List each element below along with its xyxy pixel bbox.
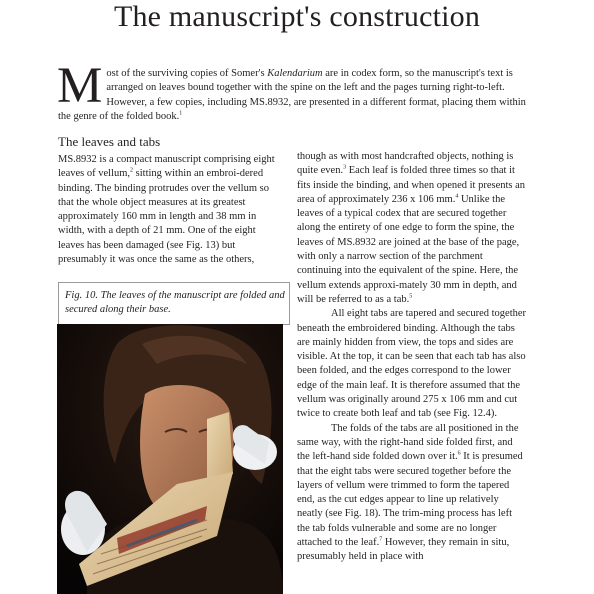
photo-illustration [57,324,283,594]
right-p3-text-b: It is presumed that the eight tabs were secured together before the layers of vellum were trimmed to form the tapered end, as the cut edges appear to line up relatively neatly (see Fig. 18). The trim-ming process has left the tab folds vulnerable and some are no longer attached to the leaf. [297,451,523,549]
intro-text-2: are in codex form, so the manuscript's text is arranged on leaves bound together with the spine on the left and the pages turning right-to-left. However, a few copies, including MS.8932, are presented in a different format, placing them within the genre of the folded book. [58,68,526,122]
intro-paragraph [57,58,536,124]
section-heading: The leaves and tabs [58,134,161,149]
footnote-ref-6[interactable]: 6 [457,450,461,457]
footnote-ref-5[interactable]: 5 [409,293,413,300]
right-column [297,150,527,565]
intro-text-1: ost of the surviving copies of Somer's [106,68,268,79]
right-p1-text-b: Each leaf is folded three times so that it fits inside the binding, and when opened it presents an area of approximately 236 x 106 mm. [297,165,526,205]
footnote-ref-1[interactable]: 1 [179,110,183,117]
right-paragraph-1 [297,150,527,307]
right-p1-text-c: Unlike the leaves of a typical codex that are secured together along the entirety of one edge to form the spine, the leaves of MS.8932 are joined at the base of the page, with only a narrow section of the parchment continuing into the equivalent of the spine. Here, the vellum extends approxi-mately 30 mm in depth, and will be referred to as a tab. [297,193,520,305]
left-text-1: MS.8932 is a compact manuscript comprising eight leaves of vellum, [58,154,275,180]
figure-caption: Fig. 10. The leaves of the manuscript are folded and secured along their base. [58,282,290,325]
page-title: The manuscript's construction [113,0,481,33]
footnote-ref-7[interactable]: 7 [379,536,383,543]
figure-photo [57,324,283,594]
footnote-ref-4[interactable]: 4 [455,193,459,200]
intro-italic-title: Kalendarium [267,68,323,79]
footnote-ref-3[interactable]: 3 [343,164,347,171]
right-paragraph-3 [297,422,527,565]
right-p1-text-a: though as with most handcrafted objects, nothing is quite even. [297,151,514,177]
footnote-ref-2[interactable]: 2 [130,167,134,174]
right-p3-text-c: However, they remain in situ, presumably held in place with [297,537,510,563]
left-column-paragraph [58,153,284,267]
drop-cap: M [57,58,103,114]
right-p3-text-a: The folds of the tabs are all positioned in the same way, with the right-hand side folded first, and the left-hand side folded down over it. [297,422,519,463]
right-paragraph-2: All eight tabs are tapered and secured together beneath the embroidered binding. Although the tabs are mainly hidden from view, the tops and sides are visible. At the top, it can be seen that each tab has also been folded, and the edges correspond to the lower edge of the main leaf. It is therefore assumed that the vellum was originally around 275 x 106 mm and cut twice to create both leaf and tab (see Fig. 12.4). [297,308,527,420]
left-text-2: sitting within an embroi-dered binding. The binding protrudes over the vellum so that the whole object measures at its greatest approximately 160 mm in length and 38 mm in width, with a depth of 21 mm. One of the eight leaves has been damaged (see Fig. 13) but presumably it was once the same as the others, [58,168,269,266]
